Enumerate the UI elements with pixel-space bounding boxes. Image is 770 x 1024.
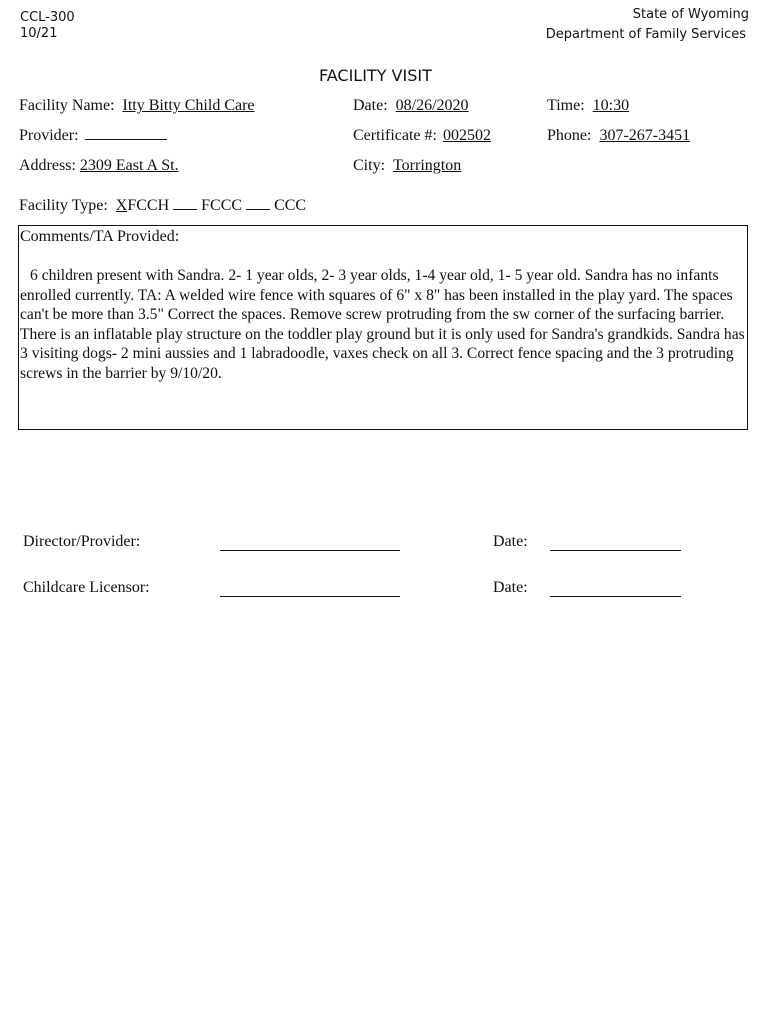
facility-name-field (19, 96, 255, 116)
facility-name-label: Facility Name: (19, 97, 115, 114)
department-name: Department of Family Services (545, 27, 746, 42)
comments-label: Comments/TA Provided: (20, 228, 180, 245)
time-label: Time: (547, 97, 585, 114)
city-field (353, 156, 461, 176)
form-code: CCL-300 (20, 10, 75, 25)
facility-type-mark: X (115, 197, 128, 214)
provider-value (85, 139, 167, 140)
certificate-label: Certificate #: (353, 127, 437, 144)
time-value: 10:30 (592, 97, 630, 114)
phone-label: Phone: (547, 127, 592, 144)
licensor-date-label: Date: (493, 579, 528, 596)
facility-name-value: Itty Bitty Child Care (122, 97, 255, 114)
date-label: Date: (353, 97, 388, 114)
provider-label: Provider: (19, 127, 79, 144)
time-field (547, 96, 629, 116)
phone-value: 307-267-3451 (599, 127, 691, 144)
director-signature-line (220, 550, 400, 551)
licensor-date-line (550, 596, 681, 597)
facility-type-label: Facility Type: (19, 197, 108, 214)
phone-field (547, 126, 690, 146)
comments-text: 6 children present with Sandra. 2- 1 year olds, 2- 3 year olds, 1-4 year old, 1- 5 year old. Sandra has no infants enrolled currently. TA: A welded wire fence with squares of 6" x 8" has been installed in the play yard. The spaces can't be more than 3.5" Correct the spaces. Remove screw protruding from the sw corner of the surfacing barrier. There is an inflatable play structure on the toddler play ground but it is only used for Sandra's grandkids. Sandra has 3 visiting dogs- 2 mini aussies and 1 labradoodle, vaxes check on all 3. Correct fence spacing and the 3 protruding screws in the barrier by 9/10/20. (20, 267, 745, 382)
director-date-label: Date: (493, 533, 528, 550)
facility-type-blank-fccc (173, 209, 197, 210)
page-title: FACILITY VISIT (319, 66, 432, 85)
facility-type-field (19, 196, 306, 216)
address-label: Address: (19, 157, 76, 174)
provider-field (19, 126, 167, 146)
director-date-line (550, 550, 681, 551)
comments-box (18, 225, 748, 430)
city-value: Torrington (393, 157, 462, 174)
date-value: 08/26/2020 (395, 97, 469, 114)
certificate-value: 002502 (442, 127, 491, 144)
certificate-field (353, 126, 491, 146)
address-value: 2309 East A St. (79, 157, 179, 174)
state-name: State of Wyoming (632, 7, 749, 22)
facility-type-option-ccc: CCC (274, 197, 307, 214)
city-label: City: (353, 157, 386, 174)
facility-type-blank-ccc (246, 209, 270, 210)
licensor-signature-label: Childcare Licensor: (23, 579, 150, 596)
licensor-signature-line (220, 596, 400, 597)
form-revision-date: 10/21 (20, 26, 58, 41)
facility-type-option-fcch: FCCH (127, 197, 170, 214)
date-field (353, 96, 469, 116)
director-signature-label: Director/Provider: (23, 533, 141, 550)
facility-type-option-fccc: FCCC (201, 197, 243, 214)
address-field (19, 156, 179, 176)
